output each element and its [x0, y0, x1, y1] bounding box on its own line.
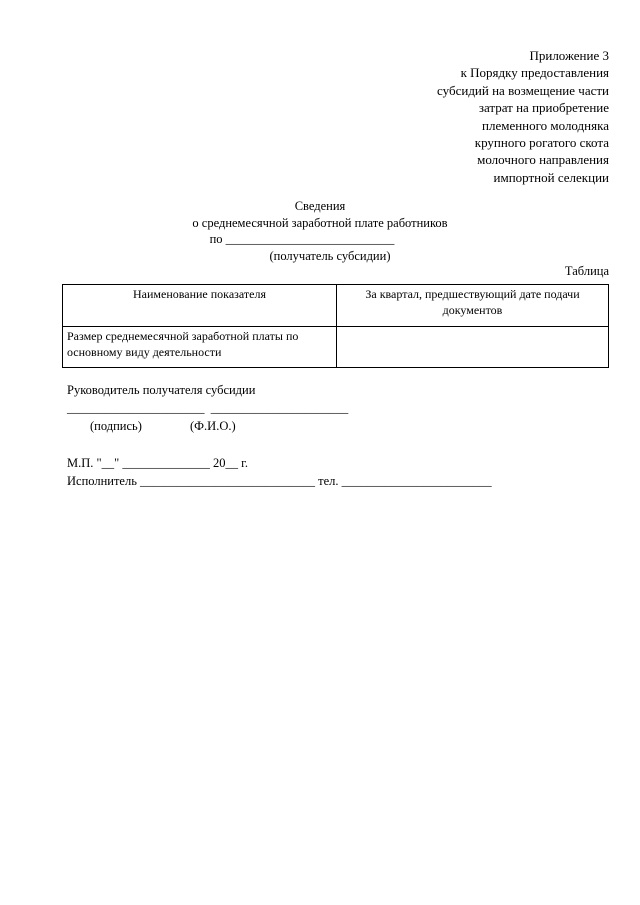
recipient-field: по ___________________________: [209, 232, 395, 246]
table-row: [63, 327, 609, 368]
executor-line: Исполнитель ____________________________ тел. ________________________: [67, 474, 492, 488]
appendix-line: затрат на приобретение: [478, 100, 609, 116]
table-header-cell: Наименование показателя: [63, 285, 337, 327]
table-header-row: [63, 285, 609, 327]
head-label: Руководитель получателя субсидии: [67, 383, 256, 397]
name-caption: (Ф.И.О.): [190, 419, 236, 433]
table-label: Таблица: [564, 264, 609, 278]
table-header-cell: За квартал, предшествующий дате подачи документов: [337, 285, 609, 327]
appendix-line: крупного рогатого скота: [474, 135, 609, 151]
appendix-line: молочного направления: [477, 152, 609, 168]
appendix-line: импортной селекции: [493, 169, 609, 185]
appendix-block: [437, 47, 609, 186]
salary-table: [62, 284, 609, 368]
document-subtitle: о среднемесячной заработной плате работников: [192, 216, 448, 230]
table-cell: [337, 327, 609, 368]
table-cell: Размер среднемесячной заработной платы по основному виду деятельности: [63, 327, 337, 368]
document-title: Сведения: [294, 199, 346, 213]
appendix-line: к Порядку предоставления: [460, 65, 609, 81]
appendix-line: Приложение 3: [529, 48, 609, 63]
recipient-caption: (получатель субсидии): [269, 249, 391, 263]
signature-lines: ______________________ ______________________: [67, 401, 349, 415]
appendix-line: субсидий на возмещение части: [437, 82, 609, 98]
stamp-date-line: М.П. "__" ______________ 20__ г.: [67, 456, 248, 470]
signature-caption: (подпись): [90, 419, 142, 433]
appendix-line: племенного молодняка: [482, 117, 609, 133]
